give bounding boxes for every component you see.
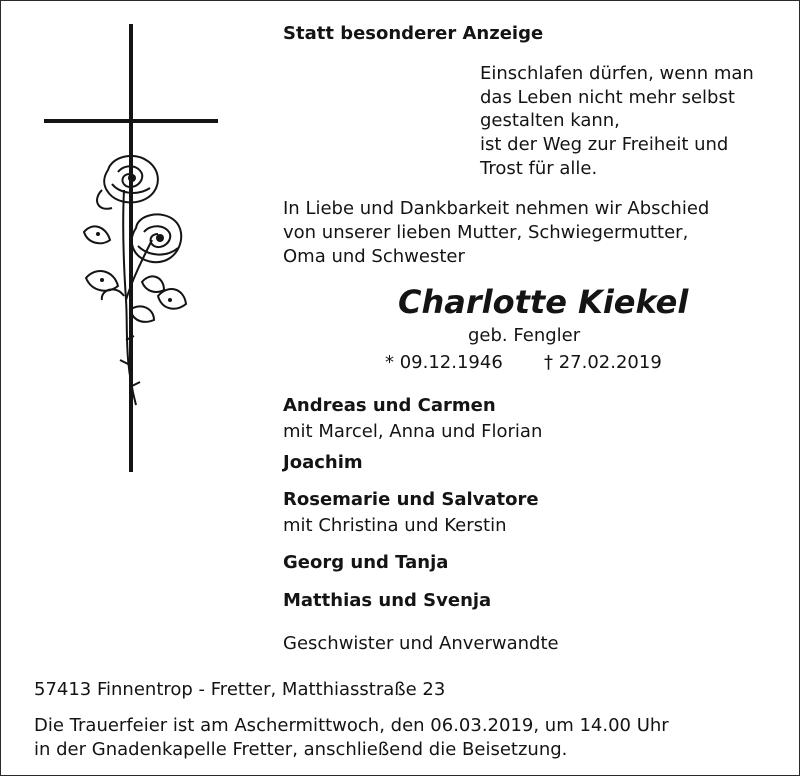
relatives-line: Geschwister und Anverwandte: [283, 633, 559, 654]
cross-bar: [44, 119, 218, 123]
funeral-line: Die Trauerfeier ist am Aschermittwoch, den 06.03.2019, um 14.00 Uhr: [34, 715, 669, 736]
deceased-name: Charlotte Kiekel: [398, 283, 689, 321]
intro-line: von unserer lieben Mutter, Schwiegermutter,: [283, 222, 689, 243]
quote-line: gestalten kann,: [480, 110, 620, 131]
mourner-sub: mit Christina und Kerstin: [283, 515, 507, 536]
mourner-name: Georg und Tanja: [283, 552, 449, 573]
mourner-name: Rosemarie und Salvatore: [283, 489, 539, 510]
mourner-name: Andreas und Carmen: [283, 395, 496, 416]
quote-line: Trost für alle.: [480, 158, 598, 179]
birth-date: * 09.12.1946: [385, 352, 503, 373]
notice-header: Statt besonderer Anzeige: [283, 23, 544, 44]
mourner-sub: mit Marcel, Anna und Florian: [283, 421, 543, 442]
birth-name: geb. Fengler: [468, 325, 581, 346]
mourner-name: Matthias und Svenja: [283, 590, 492, 611]
address: 57413 Finnentrop - Fretter, Matthiasstraße 23: [34, 679, 446, 700]
death-date: † 27.02.2019: [544, 352, 662, 373]
funeral-line: in der Gnadenkapelle Fretter, anschließend die Beisetzung.: [34, 739, 568, 760]
quote-line: ist der Weg zur Freiheit und: [480, 134, 729, 155]
intro-line: In Liebe und Dankbarkeit nehmen wir Abschied: [283, 198, 710, 219]
quote-line: Einschlafen dürfen, wenn man: [480, 63, 754, 84]
mourner-name: Joachim: [283, 452, 363, 473]
intro-line: Oma und Schwester: [283, 246, 465, 267]
quote-line: das Leben nicht mehr selbst: [480, 87, 735, 108]
rose-icon: [72, 150, 192, 420]
